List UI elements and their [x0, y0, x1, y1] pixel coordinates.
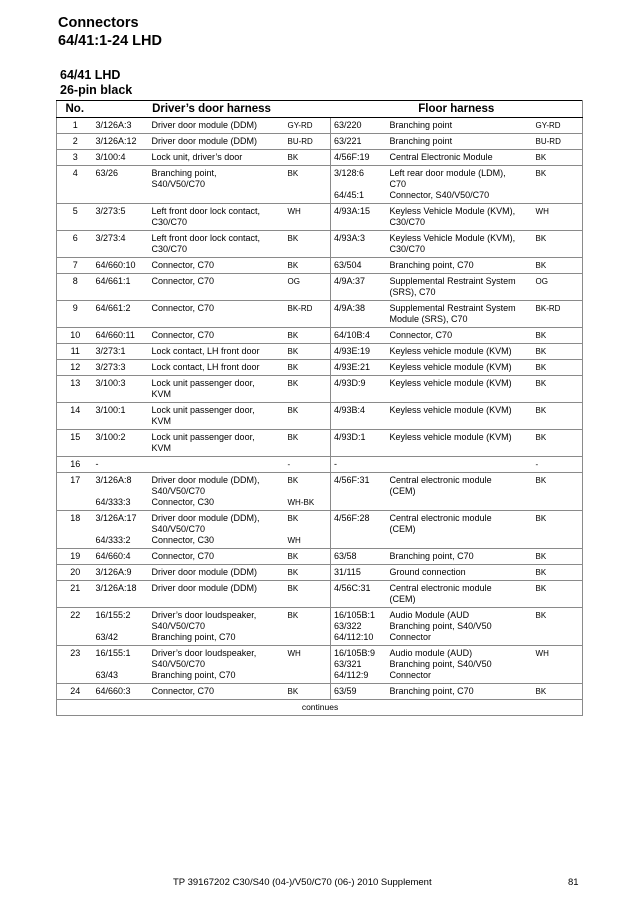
cell-driver-ref: 3/126A:9 — [93, 565, 149, 581]
cell-driver-ref: 3/100:1 — [93, 403, 149, 430]
cell-pin-number: 12 — [57, 360, 93, 376]
cell-driver-wire-color: BK — [285, 403, 331, 430]
cell-pin-number: 5 — [57, 204, 93, 231]
table-row — [57, 549, 583, 565]
cell-driver-ref: 64/660:4 — [93, 549, 149, 565]
cell-driver-ref: 3/126A:18 — [93, 581, 149, 608]
cell-driver-wire-color: BK WH-BK — [285, 473, 331, 511]
cell-driver-wire-color: BK — [285, 328, 331, 344]
cell-floor-wire-color: BK — [533, 549, 583, 565]
cell-pin-number: 14 — [57, 403, 93, 430]
cell-driver-ref: 16/155:1 63/43 — [93, 646, 149, 684]
cell-pin-number: 18 — [57, 511, 93, 549]
cell-floor-wire-color: BK — [533, 403, 583, 430]
cell-floor-ref: 63/59 — [331, 684, 387, 700]
cell-floor-ref: 4/93D:9 — [331, 376, 387, 403]
cell-floor-description: Supplemental Restraint System (SRS), C70 — [387, 274, 533, 301]
cell-pin-number: 2 — [57, 134, 93, 150]
cell-driver-description: Driver’s door loudspeaker, S40/V50/C70 Branching point, C70 — [149, 608, 285, 646]
cell-driver-description: Driver door module (DDM), S40/V50/C70 Connector, C30 — [149, 511, 285, 549]
cell-floor-ref: 4/93B:4 — [331, 403, 387, 430]
table-row — [57, 166, 583, 204]
cell-floor-wire-color: GY-RD — [533, 118, 583, 134]
page-title — [58, 14, 162, 50]
cell-floor-ref: 4/93E:19 — [331, 344, 387, 360]
table-row — [57, 608, 583, 646]
cell-driver-ref: 3/100:4 — [93, 150, 149, 166]
cell-driver-description: Connector, C70 — [149, 301, 285, 328]
cell-driver-ref: 64/661:2 — [93, 301, 149, 328]
cell-pin-number: 19 — [57, 549, 93, 565]
cell-driver-wire-color: BK — [285, 258, 331, 274]
cell-driver-ref: 63/26 — [93, 166, 149, 204]
cell-floor-description: Branching point, C70 — [387, 684, 533, 700]
cell-driver-wire-color: OG — [285, 274, 331, 301]
cell-floor-wire-color: BK — [533, 473, 583, 511]
cell-driver-ref: 16/155:2 63/42 — [93, 608, 149, 646]
cell-floor-ref: 4/9A:37 — [331, 274, 387, 301]
table-row — [57, 231, 583, 258]
cell-floor-ref: 63/504 — [331, 258, 387, 274]
cell-driver-ref: 3/273:1 — [93, 344, 149, 360]
cell-pin-number: 7 — [57, 258, 93, 274]
cell-floor-ref: 63/58 — [331, 549, 387, 565]
table-row — [57, 301, 583, 328]
cell-driver-description: Connector, C70 — [149, 549, 285, 565]
cell-driver-ref: 3/273:3 — [93, 360, 149, 376]
cell-pin-number: 20 — [57, 565, 93, 581]
cell-floor-description: Ground connection — [387, 565, 533, 581]
table-row — [57, 118, 583, 134]
table-row — [57, 473, 583, 511]
cell-driver-description: Connector, C70 — [149, 328, 285, 344]
connector-subheading — [60, 68, 132, 98]
cell-driver-description: Lock unit passenger door, KVM — [149, 403, 285, 430]
cell-driver-description: Connector, C70 — [149, 258, 285, 274]
continues-row — [57, 700, 583, 716]
cell-floor-wire-color: BK — [533, 231, 583, 258]
cell-driver-wire-color: BK — [285, 684, 331, 700]
connector-pin-table — [56, 100, 583, 716]
cell-floor-ref: 4/93D:1 — [331, 430, 387, 457]
cell-driver-ref: 3/100:2 — [93, 430, 149, 457]
cell-pin-number: 13 — [57, 376, 93, 403]
cell-floor-ref: 4/93A:3 — [331, 231, 387, 258]
cell-pin-number: 11 — [57, 344, 93, 360]
cell-driver-wire-color: BU-RD — [285, 134, 331, 150]
cell-driver-description — [149, 457, 285, 473]
cell-floor-description: Keyless vehicle module (KVM) — [387, 360, 533, 376]
table-row — [57, 646, 583, 684]
cell-floor-wire-color: - — [533, 457, 583, 473]
cell-driver-wire-color: BK WH — [285, 511, 331, 549]
cell-floor-wire-color: BK — [533, 581, 583, 608]
header-driver-harness: Driver’s door harness — [93, 101, 331, 118]
cell-floor-ref: - — [331, 457, 387, 473]
table-row — [57, 430, 583, 457]
cell-driver-description: Driver door module (DDM) — [149, 134, 285, 150]
cell-driver-ref: 3/126A:8 64/333:3 — [93, 473, 149, 511]
cell-floor-ref: 4/56F:19 — [331, 150, 387, 166]
cell-driver-wire-color: BK — [285, 581, 331, 608]
header-floor-harness: Floor harness — [331, 101, 583, 118]
cell-pin-number: 24 — [57, 684, 93, 700]
cell-driver-wire-color: - — [285, 457, 331, 473]
continues-label: continues — [57, 700, 583, 716]
cell-floor-wire-color: BK — [533, 150, 583, 166]
cell-driver-ref: 64/660:3 — [93, 684, 149, 700]
cell-driver-ref: 3/273:4 — [93, 231, 149, 258]
cell-driver-description: Driver door module (DDM) — [149, 118, 285, 134]
cell-driver-wire-color: GY-RD — [285, 118, 331, 134]
cell-driver-description: Left front door lock contact, C30/C70 — [149, 204, 285, 231]
table-row — [57, 511, 583, 549]
cell-driver-wire-color: BK — [285, 549, 331, 565]
cell-driver-description: Lock unit passenger door, KVM — [149, 430, 285, 457]
cell-floor-description: Branching point — [387, 118, 533, 134]
cell-floor-description: Branching point — [387, 134, 533, 150]
cell-floor-wire-color: BK — [533, 684, 583, 700]
cell-floor-description: Keyless Vehicle Module (KVM), C30/C70 — [387, 231, 533, 258]
cell-driver-description: Lock contact, LH front door — [149, 360, 285, 376]
cell-floor-ref: 63/220 — [331, 118, 387, 134]
cell-floor-wire-color: BU-RD — [533, 134, 583, 150]
cell-pin-number: 16 — [57, 457, 93, 473]
footer-document-id: TP 39167202 C30/S40 (04-)/V50/C70 (06-) 2010 Supplement — [173, 877, 432, 888]
cell-driver-description: Driver door module (DDM) — [149, 581, 285, 608]
cell-driver-ref: 3/126A:3 — [93, 118, 149, 134]
cell-floor-wire-color: BK — [533, 328, 583, 344]
cell-floor-description: Keyless vehicle module (KVM) — [387, 403, 533, 430]
cell-floor-wire-color: BK-RD — [533, 301, 583, 328]
table-row — [57, 328, 583, 344]
cell-floor-wire-color: BK — [533, 430, 583, 457]
subheading-line-2: 26-pin black — [60, 83, 133, 97]
cell-floor-wire-color: BK — [533, 360, 583, 376]
cell-floor-wire-color: WH — [533, 204, 583, 231]
cell-driver-wire-color: BK — [285, 344, 331, 360]
cell-floor-description: Connector, C70 — [387, 328, 533, 344]
cell-floor-ref: 4/93E:21 — [331, 360, 387, 376]
table-row — [57, 684, 583, 700]
cell-driver-wire-color: BK — [285, 565, 331, 581]
cell-driver-wire-color: BK — [285, 166, 331, 204]
cell-floor-ref: 31/115 — [331, 565, 387, 581]
cell-floor-description: Supplemental Restraint System Module (SRS), C70 — [387, 301, 533, 328]
cell-floor-description: Central electronic module (CEM) — [387, 511, 533, 549]
cell-pin-number: 6 — [57, 231, 93, 258]
cell-pin-number: 15 — [57, 430, 93, 457]
cell-driver-ref: 64/661:1 — [93, 274, 149, 301]
cell-floor-ref: 4/56C:31 — [331, 581, 387, 608]
title-line-2: 64/41:1-24 LHD — [58, 33, 162, 49]
cell-pin-number: 10 — [57, 328, 93, 344]
cell-driver-description: Lock unit passenger door, KVM — [149, 376, 285, 403]
cell-driver-wire-color: BK — [285, 430, 331, 457]
cell-floor-description: Central electronic module (CEM) — [387, 581, 533, 608]
cell-pin-number: 8 — [57, 274, 93, 301]
cell-floor-wire-color: BK — [533, 258, 583, 274]
cell-pin-number: 3 — [57, 150, 93, 166]
cell-driver-description: Driver’s door loudspeaker, S40/V50/C70 Branching point, C70 — [149, 646, 285, 684]
cell-pin-number: 22 — [57, 608, 93, 646]
cell-floor-description — [387, 457, 533, 473]
table-row — [57, 150, 583, 166]
cell-driver-ref: 3/273:5 — [93, 204, 149, 231]
table-body — [57, 118, 583, 700]
table-row — [57, 457, 583, 473]
cell-floor-description: Branching point, C70 — [387, 549, 533, 565]
cell-floor-ref: 3/128:6 64/45:1 — [331, 166, 387, 204]
cell-floor-wire-color: BK — [533, 565, 583, 581]
cell-driver-description: Driver door module (DDM), S40/V50/C70 Connector, C30 — [149, 473, 285, 511]
cell-driver-wire-color: BK — [285, 231, 331, 258]
table-row — [57, 344, 583, 360]
cell-floor-ref: 4/56F:28 — [331, 511, 387, 549]
cell-floor-wire-color: BK — [533, 166, 583, 204]
cell-floor-ref: 63/221 — [331, 134, 387, 150]
cell-driver-wire-color: BK — [285, 608, 331, 646]
cell-floor-ref: 16/105B:9 63/321 64/112:9 — [331, 646, 387, 684]
cell-pin-number: 4 — [57, 166, 93, 204]
cell-driver-description: Connector, C70 — [149, 274, 285, 301]
cell-driver-ref: 3/126A:17 64/333:2 — [93, 511, 149, 549]
cell-driver-wire-color: BK — [285, 360, 331, 376]
cell-driver-ref: 3/100:3 — [93, 376, 149, 403]
cell-pin-number: 9 — [57, 301, 93, 328]
table-row — [57, 360, 583, 376]
cell-floor-description: Audio Module (AUD Branching point, S40/V50 Connector — [387, 608, 533, 646]
cell-pin-number: 1 — [57, 118, 93, 134]
table-row — [57, 403, 583, 430]
cell-pin-number: 17 — [57, 473, 93, 511]
cell-driver-description: Lock contact, LH front door — [149, 344, 285, 360]
table-row — [57, 274, 583, 301]
table-row — [57, 565, 583, 581]
table-row — [57, 258, 583, 274]
cell-driver-wire-color: WH — [285, 204, 331, 231]
cell-floor-description: Keyless Vehicle Module (KVM), C30/C70 — [387, 204, 533, 231]
cell-driver-wire-color: WH — [285, 646, 331, 684]
table-row — [57, 134, 583, 150]
cell-driver-description: Lock unit, driver’s door — [149, 150, 285, 166]
cell-floor-wire-color: BK — [533, 344, 583, 360]
cell-driver-description: Branching point, S40/V50/C70 — [149, 166, 285, 204]
cell-floor-wire-color: BK — [533, 511, 583, 549]
cell-floor-wire-color: OG — [533, 274, 583, 301]
table-row — [57, 204, 583, 231]
cell-floor-description: Central electronic module (CEM) — [387, 473, 533, 511]
footer-page-number: 81 — [568, 877, 579, 888]
cell-floor-ref: 4/56F:31 — [331, 473, 387, 511]
table-row — [57, 581, 583, 608]
header-no: No. — [57, 101, 93, 118]
cell-driver-ref: - — [93, 457, 149, 473]
title-line-1: Connectors — [58, 15, 139, 31]
cell-floor-description: Left rear door module (LDM), C70 Connector, S40/V50/C70 — [387, 166, 533, 204]
cell-floor-description: Keyless vehicle module (KVM) — [387, 344, 533, 360]
cell-pin-number: 23 — [57, 646, 93, 684]
cell-driver-ref: 3/126A:12 — [93, 134, 149, 150]
cell-driver-description: Left front door lock contact, C30/C70 — [149, 231, 285, 258]
cell-floor-wire-color: BK — [533, 376, 583, 403]
cell-floor-wire-color: WH — [533, 646, 583, 684]
cell-pin-number: 21 — [57, 581, 93, 608]
table-row — [57, 376, 583, 403]
cell-driver-wire-color: BK — [285, 150, 331, 166]
cell-floor-ref: 4/9A:38 — [331, 301, 387, 328]
cell-driver-wire-color: BK-RD — [285, 301, 331, 328]
cell-floor-description: Audio module (AUD) Branching point, S40/V50 Connector — [387, 646, 533, 684]
subheading-line-1: 64/41 LHD — [60, 68, 121, 82]
cell-floor-description: Keyless vehicle module (KVM) — [387, 376, 533, 403]
cell-floor-ref: 16/105B:1 63/322 64/112:10 — [331, 608, 387, 646]
table-header-row — [57, 101, 583, 118]
cell-driver-ref: 64/660:10 — [93, 258, 149, 274]
cell-driver-wire-color: BK — [285, 376, 331, 403]
cell-driver-description: Driver door module (DDM) — [149, 565, 285, 581]
cell-floor-wire-color: BK — [533, 608, 583, 646]
cell-floor-description: Keyless vehicle module (KVM) — [387, 430, 533, 457]
cell-floor-ref: 4/93A:15 — [331, 204, 387, 231]
cell-floor-ref: 64/10B:4 — [331, 328, 387, 344]
cell-floor-description: Branching point, C70 — [387, 258, 533, 274]
cell-floor-description: Central Electronic Module — [387, 150, 533, 166]
cell-driver-description: Connector, C70 — [149, 684, 285, 700]
cell-driver-ref: 64/660:11 — [93, 328, 149, 344]
